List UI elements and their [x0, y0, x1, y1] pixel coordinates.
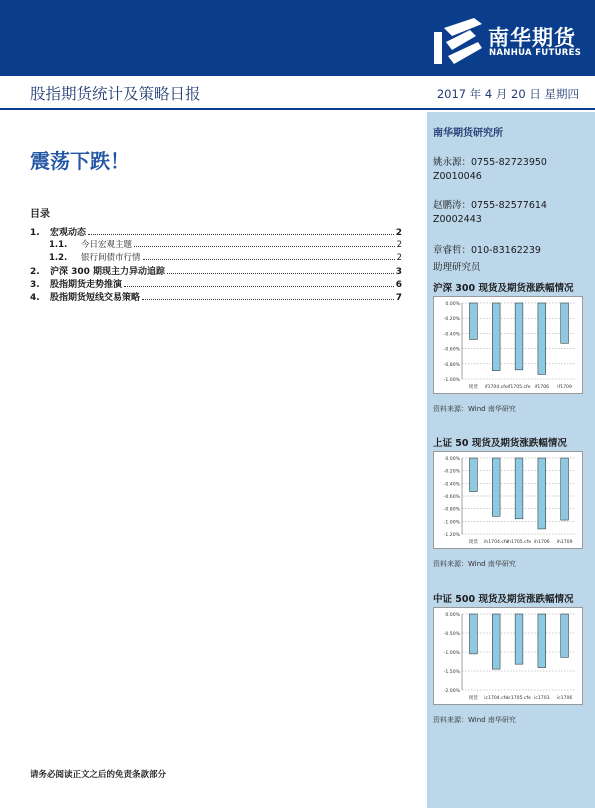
toc-entry[interactable]	[30, 264, 402, 277]
institute-name: 南华期货研究所	[433, 128, 503, 139]
analyst-role: 助理研究员	[433, 262, 481, 273]
chart-ytick-label: -0.20%	[443, 317, 460, 323]
chart-bar	[470, 458, 478, 492]
toc-entry-number: 1.1.	[49, 240, 68, 250]
chart-xtick-label: ic1704.cfe	[484, 696, 509, 701]
toc-entry-page: 7	[395, 293, 402, 303]
report-date: 2017 年 4 月 20 日 星期四	[436, 87, 579, 101]
chart-bar	[515, 458, 523, 519]
brand-name-en: NANHUA FUTURES	[489, 48, 582, 58]
chart-ytick-label: -1.00%	[443, 520, 460, 526]
chart-title: 沪深 300 现货及期货涨跌幅情况	[433, 283, 574, 294]
toc-leader-dots	[124, 286, 394, 287]
chart-bar	[492, 614, 500, 669]
chart-sz50-svg	[434, 452, 582, 548]
chart-ytick-label: -0.60%	[443, 495, 460, 500]
chart-zz500-svg	[434, 608, 582, 704]
toc-entry-text: 银行间债市行情	[81, 253, 141, 263]
chart-ytick-label: -1.20%	[443, 533, 460, 538]
toc-entry-page: 3	[395, 267, 402, 277]
chart-ytick-label: -1.00%	[443, 378, 460, 383]
chart-xtick-label: ih1705.cfe	[506, 540, 532, 545]
chart-ytick-label: 0.00%	[445, 613, 460, 618]
toc-leader-dots	[134, 246, 395, 247]
toc-entry-number: 4.	[30, 293, 40, 303]
chart-bar	[561, 458, 569, 520]
toc-entry-text: 股指期货短线交易策略	[50, 293, 141, 303]
chart-xtick-label: 现货	[468, 540, 479, 545]
toc-leader-dots	[142, 299, 394, 300]
table-of-contents	[30, 205, 402, 303]
chart-xtick-label: if1709	[557, 385, 572, 390]
toc-entry-number: 1.2.	[49, 253, 68, 263]
analyst-contact: 赵鹏涛：0755-82577614	[433, 200, 547, 211]
toc-entry[interactable]	[30, 290, 402, 303]
chart-bar	[492, 458, 500, 516]
chart-bar	[515, 614, 523, 664]
chart-ytick-label: -0.80%	[443, 362, 460, 368]
chart-source: 资料来源：Wind 南华研究	[433, 405, 516, 413]
chart-sz50	[433, 435, 589, 568]
nanhua-logo-icon	[434, 18, 482, 64]
chart-ytick-label: -0.60%	[443, 347, 460, 353]
report-title: 股指期货统计及策略日报	[30, 85, 201, 103]
toc-heading: 目录	[30, 209, 50, 220]
nanhua-logo	[434, 18, 586, 64]
toc-entry-number: 1.	[30, 228, 40, 238]
analyst-contact: 章睿哲：010-83162239	[433, 245, 541, 256]
toc-entry-text: 股指期货走势推演	[50, 280, 123, 290]
chart-zz500	[433, 591, 589, 724]
toc-entry-number: 3.	[30, 280, 40, 290]
chart-ytick-label: -0.40%	[443, 332, 460, 338]
toc-entry[interactable]	[30, 251, 402, 264]
toc-leader-dots	[143, 259, 395, 260]
chart-ytick-label: -2.00%	[443, 689, 460, 694]
chart-xtick-label: ic1706	[556, 696, 573, 701]
toc-entry-text: 沪深 300 期现主力异动追踪	[50, 267, 166, 277]
chart-sz50-plot	[433, 451, 583, 549]
chart-ytick-label: -0.20%	[443, 469, 460, 475]
chart-xtick-label: if1704.cfe	[484, 385, 508, 390]
chart-xtick-label: ic1703	[534, 696, 550, 701]
disclaimer: 请务必阅读正文之后的免责条款部分	[30, 770, 167, 780]
chart-bar	[515, 303, 523, 370]
chart-ytick-label: -0.80%	[443, 507, 460, 513]
analyst-id: Z0010046	[433, 171, 482, 182]
chart-bar	[470, 614, 478, 654]
chart-ytick-label: -1.50%	[443, 670, 460, 675]
chart-zz500-plot	[433, 607, 583, 705]
chart-hs300	[433, 280, 589, 413]
chart-bar	[492, 303, 500, 371]
toc-entry-page: 2	[396, 240, 402, 250]
chart-ytick-label: -0.50%	[443, 632, 460, 637]
toc-entry-text: 宏观动态	[50, 228, 87, 238]
chart-xtick-label: ic1705.cfe	[507, 696, 531, 701]
chart-title: 中证 500 现货及期货涨跌幅情况	[433, 594, 574, 605]
brand-name-cn: 南华期货	[488, 26, 576, 50]
analyst-contact: 姚永源：0755-82723950	[433, 157, 547, 168]
chart-hs300-svg	[434, 297, 582, 393]
chart-ytick-label: 0.00%	[445, 302, 460, 307]
toc-entry-page: 2	[396, 253, 402, 263]
toc-entry-text: 今日宏观主题	[81, 240, 133, 250]
title-bar	[0, 76, 595, 110]
toc-entry[interactable]	[30, 225, 402, 238]
toc-leader-dots	[88, 234, 394, 235]
sidebar	[427, 112, 595, 808]
chart-xtick-label: if1706	[534, 385, 550, 390]
toc-entry-number: 2.	[30, 267, 40, 277]
brand-header	[0, 0, 595, 76]
toc-entry-page: 2	[395, 228, 402, 238]
chart-bar	[470, 303, 478, 339]
chart-hs300-plot	[433, 296, 583, 394]
chart-title: 上证 50 现货及期货涨跌幅情况	[433, 438, 567, 449]
toc-entry-page: 6	[395, 280, 402, 290]
chart-bar	[538, 458, 546, 529]
chart-xtick-label: ih1706	[533, 540, 550, 545]
toc-entry[interactable]	[30, 238, 402, 251]
chart-bar	[538, 303, 546, 374]
chart-ytick-label: 0.00%	[445, 457, 460, 462]
chart-ytick-label: -1.00%	[443, 651, 460, 656]
chart-xtick-label: 现货	[468, 385, 479, 390]
chart-ytick-label: -0.40%	[443, 482, 460, 488]
chart-bar	[561, 614, 569, 657]
chart-bar	[538, 614, 546, 668]
chart-source: 资料来源：Wind 南华研究	[433, 716, 516, 724]
headline: 震荡下跌！	[30, 149, 130, 173]
analyst-id: Z0002443	[433, 214, 482, 225]
chart-xtick-label: 现货	[468, 696, 479, 701]
chart-bar	[561, 303, 569, 343]
chart-xtick-label: ih1704.cfe	[484, 540, 509, 545]
toc-entry[interactable]	[30, 277, 402, 290]
chart-source: 资料来源：Wind 南华研究	[433, 560, 516, 568]
chart-xtick-label: if1705.cfe	[507, 385, 531, 390]
toc-leader-dots	[167, 273, 394, 274]
chart-xtick-label: ih1709	[556, 540, 573, 545]
